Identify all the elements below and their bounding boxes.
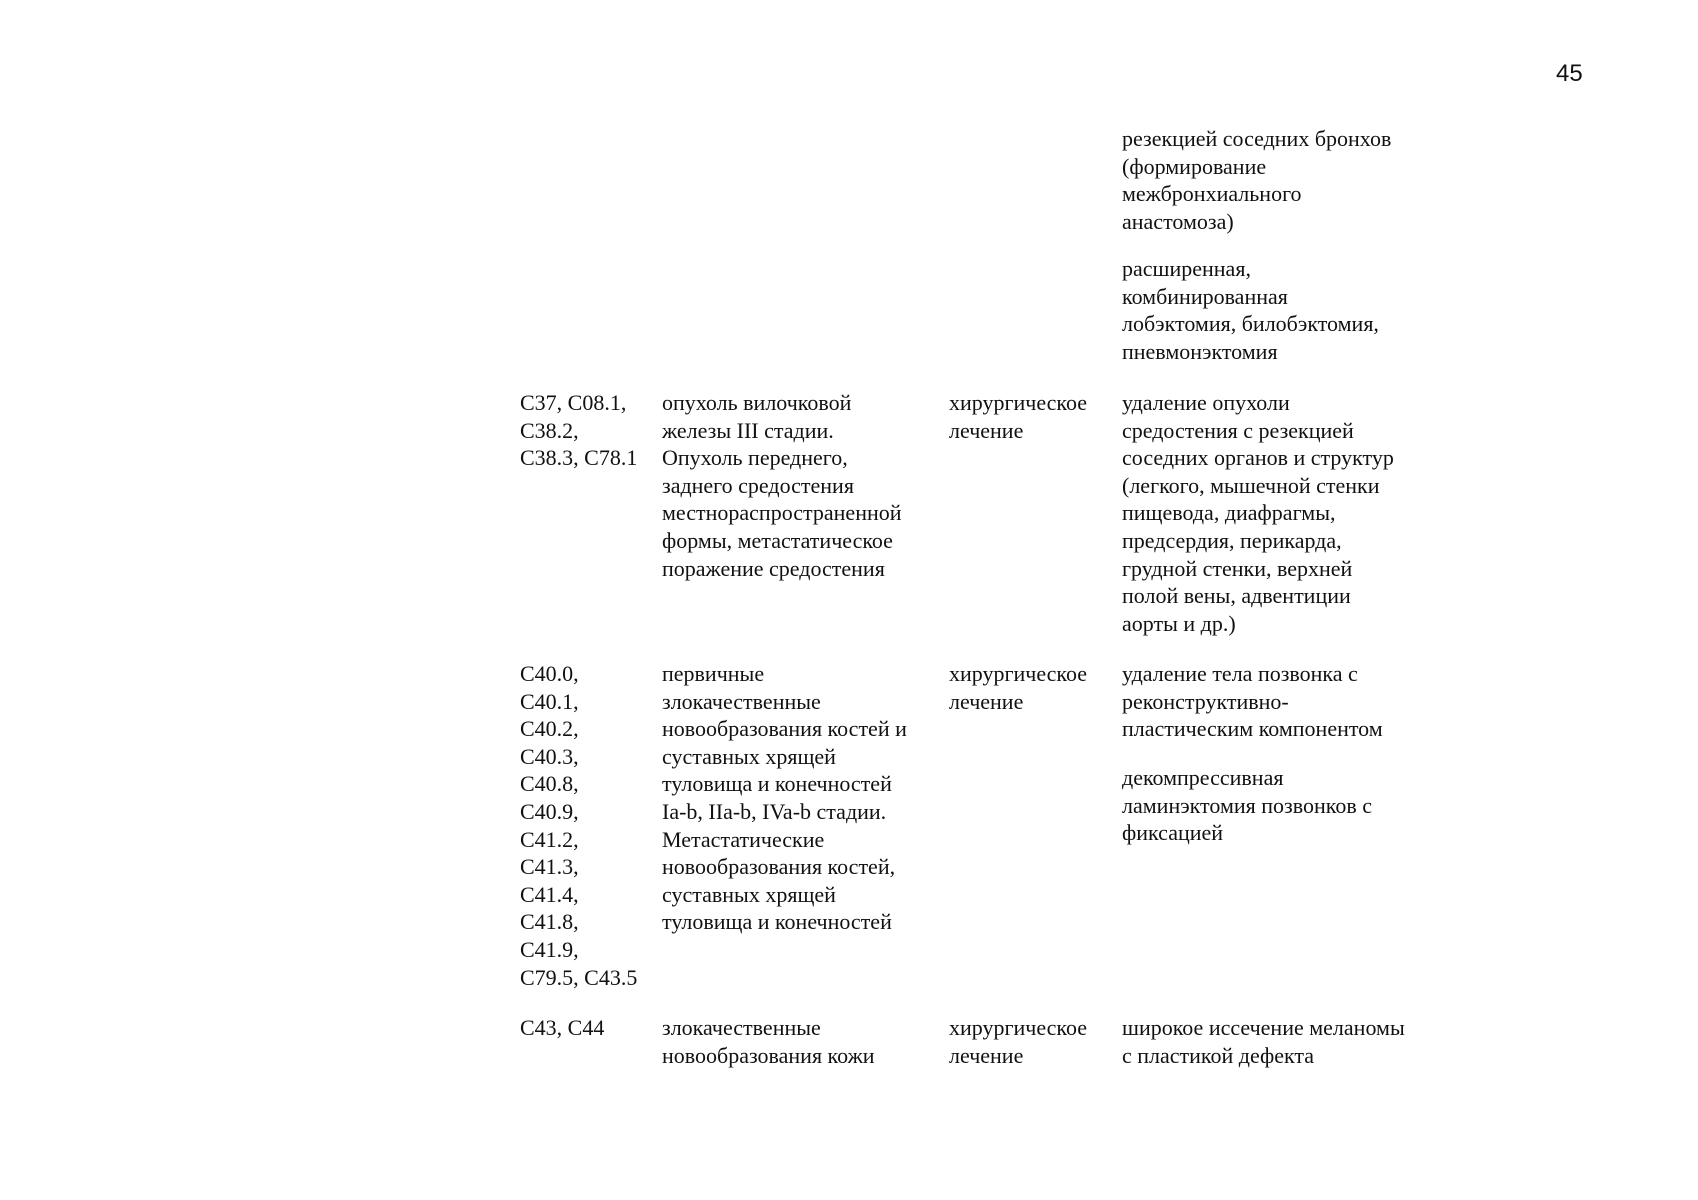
text-line: заднего средостения [662, 472, 854, 498]
text-line: Ia-b, IIa-b, IVa-b стадии. [662, 798, 887, 824]
text-line: C40.1, [520, 688, 579, 714]
row2-diagnosis [662, 660, 907, 936]
row3-method-1 [1122, 1014, 1405, 1069]
text-line: реконструктивно- [1122, 688, 1289, 714]
text-line: широкое иссечение меланомы [1122, 1015, 1405, 1040]
row1-method-1 [1122, 389, 1394, 637]
text-line: резекцией соседних бронхов [1122, 126, 1392, 151]
text-line: C40.8, [520, 771, 579, 797]
text-line: C41.2, [520, 826, 579, 852]
text-line: суставных хрящей [662, 743, 836, 769]
text-line: хирургическое [949, 390, 1088, 415]
row3-diagnosis [662, 1014, 875, 1069]
text-line: C43, C44 [520, 1015, 605, 1040]
text-line: C40.9, [520, 798, 579, 824]
text-line: лечение [949, 417, 1024, 443]
row3-codes [520, 1014, 604, 1042]
text-line: грудной стенки, верхней [1122, 555, 1353, 581]
carryover-method-2 [1122, 255, 1379, 365]
text-line: хирургическое [949, 1015, 1088, 1040]
text-line: декомпрессивная [1122, 765, 1284, 790]
text-line: новообразования костей и [662, 716, 907, 742]
text-line: средостения с резекцией [1122, 417, 1354, 443]
text-line: опухоль вилочковой [662, 390, 852, 415]
text-line: лобэктомия, билобэктомия, [1122, 311, 1379, 337]
text-line: хирургическое [949, 661, 1088, 686]
row2-codes [520, 660, 637, 991]
page-number: 45 [1556, 60, 1583, 87]
text-line: C79.5, C43.5 [520, 964, 638, 990]
text-line: удаление тела позвонка с [1122, 661, 1358, 686]
text-line: железы III стадии. [662, 417, 834, 443]
row2-treatment [949, 660, 1087, 715]
text-line: туловища и конечностей [662, 771, 892, 797]
text-line: предсердия, перикарда, [1122, 527, 1342, 553]
text-line: соседних органов и структур [1122, 445, 1394, 471]
text-line: с пластикой дефекта [1122, 1042, 1315, 1068]
text-line: новообразования костей, [662, 854, 896, 880]
text-line: суставных хрящей [662, 881, 836, 907]
row2-method-2 [1122, 764, 1372, 847]
text-line: C41.8, [520, 909, 579, 935]
text-line: расширенная, [1122, 256, 1251, 281]
text-line: C40.3, [520, 743, 579, 769]
text-line: лечение [949, 1042, 1024, 1068]
text-line: C40.0, [520, 661, 579, 686]
text-line: фиксацией [1122, 820, 1224, 846]
text-line: C37, C08.1, [520, 390, 627, 415]
text-line: злокачественные [662, 1015, 821, 1040]
text-line: пневмонэктомия [1122, 338, 1278, 364]
text-line: C41.3, [520, 854, 579, 880]
text-line: удаление опухоли [1122, 390, 1290, 415]
text-line: (легкого, мышечной стенки [1122, 472, 1380, 498]
text-line: межбронхиального [1122, 181, 1302, 207]
text-line: C38.2, [520, 417, 579, 443]
text-line: комбинированная [1122, 283, 1288, 309]
text-line: C40.2, [520, 716, 579, 742]
text-line: поражение средостения [662, 555, 885, 581]
text-line: злокачественные [662, 688, 821, 714]
text-line: C41.4, [520, 881, 579, 907]
text-line: (формирование [1122, 153, 1267, 179]
text-line: C41.9, [520, 936, 579, 962]
text-line: C38.3, C78.1 [520, 445, 638, 471]
row1-diagnosis [662, 389, 902, 582]
text-line: аорты и др.) [1122, 610, 1236, 636]
text-line: Метастатические [662, 826, 825, 852]
text-line: ламинэктомия позвонков с [1122, 792, 1372, 818]
text-line: пластическим компонентом [1122, 716, 1383, 742]
text-line: формы, метастатическое [662, 527, 893, 553]
text-line: полой вены, адвентиции [1122, 583, 1351, 609]
text-line: пищевода, диафрагмы, [1122, 500, 1336, 526]
text-line: местнораспространенной [662, 500, 902, 526]
carryover-method-1 [1122, 125, 1391, 235]
text-line: первичные [662, 661, 765, 686]
text-line: туловища и конечностей [662, 909, 892, 935]
text-line: Опухоль переднего, [662, 445, 848, 471]
row1-codes [520, 389, 637, 472]
text-line: лечение [949, 688, 1024, 714]
row1-treatment [949, 389, 1087, 444]
text-line: новообразования кожи [662, 1042, 875, 1068]
text-line: анастомоза) [1122, 208, 1234, 234]
row2-method-1 [1122, 660, 1383, 743]
row3-treatment [949, 1014, 1087, 1069]
